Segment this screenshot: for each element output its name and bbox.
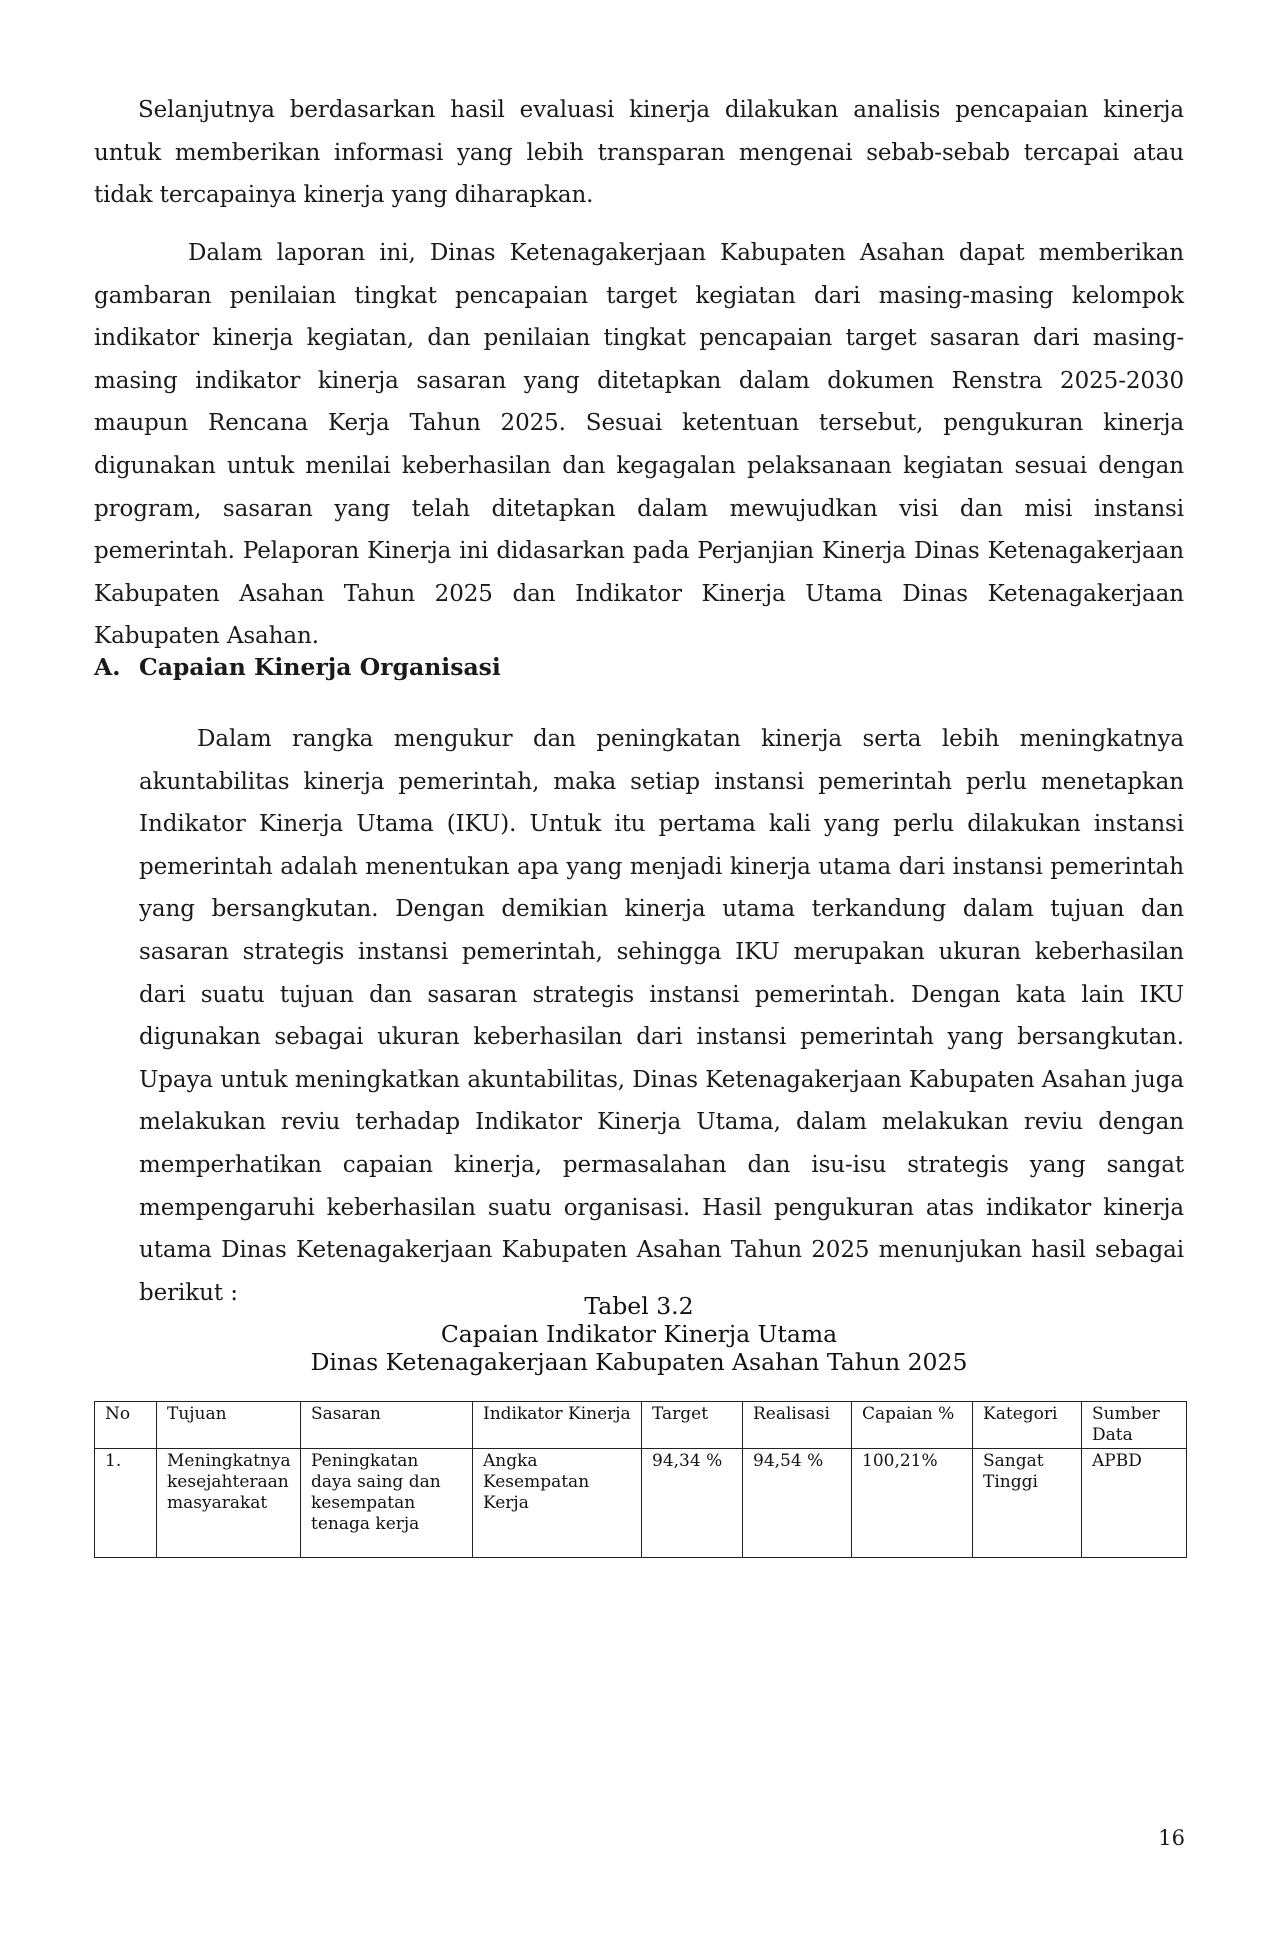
header-capaian: Capaian %	[852, 1402, 973, 1449]
section-title: Capaian Kinerja Organisasi	[139, 653, 501, 681]
header-sumber-data: Sumber Data	[1082, 1402, 1187, 1449]
paragraph-laporan: Dalam laporan ini, Dinas Ketenagakerjaan Kabupaten Asahan dapat memberikan gambaran penilaian tingkat pencapaian target kegiatan dari masing-masing kelompok indikator kinerja kegiatan, dan penilaian tingkat pencapaian target sasaran dari masing-masing indikator kinerja sasaran yang ditetapkan dalam dokumen Renstra 2025-2030 maupun Rencana Kerja Tahun 2025. Sesuai ketentuan tersebut, pengukuran kinerja digunakan untuk menilai keberhasilan dan kegagalan pelaksanaan kegiatan sesuai dengan program, sasaran yang telah ditetapkan dalam mewujudkan visi dan misi instansi pemerintah. Pelaporan Kinerja ini didasarkan pada Perjanjian Kinerja Dinas Ketenagakerjaan Kabupaten Asahan Tahun 2025 dan Indikator Kinerja Utama Dinas Ketenagakerjaan Kabupaten Asahan.	[94, 240, 1184, 650]
page-number: 16	[1158, 1826, 1185, 1850]
cell-sumber-data: APBD	[1082, 1449, 1187, 1558]
header-no: No	[95, 1402, 157, 1449]
cell-realisasi: 94,54 %	[743, 1449, 852, 1558]
header-realisasi: Realisasi	[743, 1402, 852, 1449]
paragraph-iku: Dalam rangka mengukur dan peningkatan kinerja serta lebih meningkatnya akuntabilitas kinerja pemerintah, maka setiap instansi pemerintah perlu menetapkan Indikator Kinerja Utama (IKU). Untuk itu pertama kali yang perlu dilakukan instansi pemerintah adalah menentukan apa yang menjadi kinerja utama dari instansi pemerintah yang bersangkutan. Dengan demikian kinerja utama terkandung dalam tujuan dan sasaran strategis instansi pemerintah, sehingga IKU merupakan ukuran keberhasilan dari suatu tujuan dan sasaran strategis instansi pemerintah. Dengan kata lain IKU digunakan sebagai ukuran keberhasilan dari instansi pemerintah yang bersangkutan. Upaya untuk meningkatkan akuntabilitas, Dinas Ketenagakerjaan Kabupaten Asahan juga melakukan reviu terhadap Indikator Kinerja Utama, dalam melakukan reviu dengan memperhatikan capaian kinerja, permasalahan dan isu-isu strategis yang sangat mempengaruhi keberhasilan suatu organisasi. Hasil pengukuran atas indikator kinerja utama Dinas Ketenagakerjaan Kabupaten Asahan Tahun 2025 menunjukan hasil sebagai berikut :	[139, 726, 1184, 1306]
section-number: A.	[94, 653, 121, 681]
header-indikator-kinerja: Indikator Kinerja	[473, 1402, 642, 1449]
table-caption-subtitle: Dinas Ketenagakerjaan Kabupaten Asahan Tahun 2025	[310, 1348, 968, 1376]
iku-table	[94, 1401, 1187, 1558]
header-target: Target	[642, 1402, 743, 1449]
paragraph-evaluasi: Selanjutnya berdasarkan hasil evaluasi kinerja dilakukan analisis pencapaian kinerja untuk memberikan informasi yang lebih transparan mengenai sebab-sebab tercapai atau tidak tercapainya kinerja yang diharapkan.	[94, 97, 1184, 209]
header-kategori: Kategori	[973, 1402, 1082, 1449]
header-tujuan: Tujuan	[157, 1402, 301, 1449]
cell-capaian: 100,21%	[852, 1449, 973, 1558]
cell-indikator-kinerja: Angka Kesempatan Kerja	[473, 1449, 642, 1558]
table-caption-title: Capaian Indikator Kinerja Utama	[440, 1320, 838, 1348]
header-sasaran: Sasaran	[301, 1402, 473, 1449]
table-caption-number: Tabel 3.2	[584, 1292, 694, 1320]
cell-target: 94,34 %	[642, 1449, 743, 1558]
table-header-row	[95, 1402, 1187, 1449]
cell-sasaran: Peningkatan daya saing dan kesempatan tenaga kerja	[301, 1449, 473, 1558]
cell-no: 1.	[95, 1449, 157, 1558]
section-heading	[94, 650, 501, 684]
table-row	[95, 1449, 1187, 1558]
cell-tujuan: Meningkatnya kesejahteraan masyarakat	[157, 1449, 301, 1558]
cell-kategori: Sangat Tinggi	[973, 1449, 1082, 1558]
